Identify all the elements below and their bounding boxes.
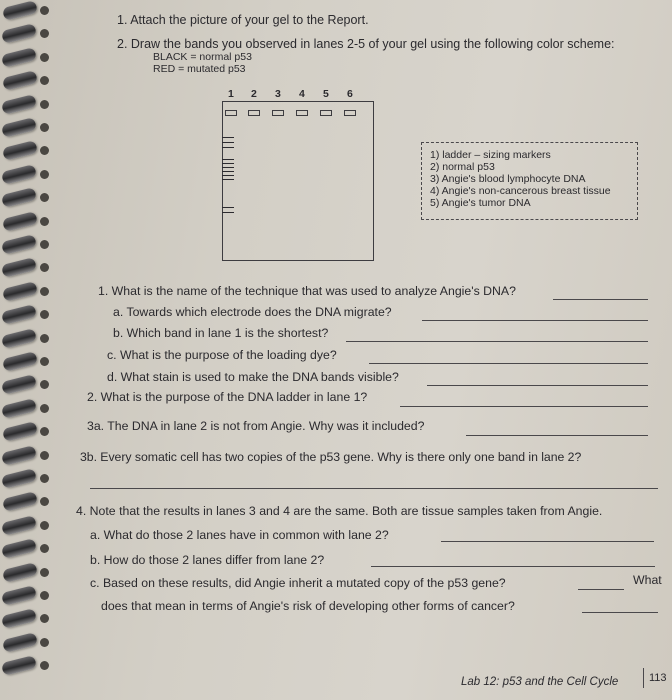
binding-hole — [40, 53, 49, 62]
ladder-band — [222, 163, 234, 164]
binding-hole — [40, 591, 49, 600]
question-1c: c. What is the purpose of the loading dye? — [107, 348, 337, 362]
question-4c-what: What — [633, 573, 662, 587]
answer-line-1b[interactable] — [346, 341, 648, 342]
binding-hole — [40, 451, 49, 460]
ladder-band — [222, 179, 234, 180]
gel-well-2 — [248, 110, 260, 116]
binding-hole — [40, 544, 49, 553]
question-1a: a. Towards which electrode does the DNA migrate? — [113, 305, 392, 319]
spiral-ring — [1, 515, 37, 536]
footer-divider — [643, 668, 644, 688]
answer-line-4c[interactable] — [578, 589, 624, 590]
spiral-ring — [1, 608, 37, 629]
lane-number-5: 5 — [323, 88, 329, 100]
lane-number-6: 6 — [347, 88, 353, 100]
spiral-ring — [1, 468, 37, 489]
answer-line-3a[interactable] — [466, 435, 648, 436]
ladder-band — [222, 159, 234, 160]
instruction-1: 1. Attach the picture of your gel to the Report. — [117, 13, 369, 27]
ladder-band — [222, 167, 234, 168]
question-1d: d. What stain is used to make the DNA bands visible? — [107, 370, 399, 384]
binding-hole — [40, 6, 49, 15]
gel-well-4 — [296, 110, 308, 116]
spiral-ring — [1, 655, 37, 676]
spiral-ring — [1, 117, 37, 138]
binding-hole — [40, 404, 49, 413]
ladder-band — [222, 147, 234, 148]
binding-hole — [40, 661, 49, 670]
lane-number-1: 1 — [228, 88, 234, 100]
ladder-band — [222, 142, 234, 143]
ladder-band — [222, 171, 234, 172]
binding-hole — [40, 568, 49, 577]
spiral-ring — [1, 257, 37, 278]
question-1: 1. What is the name of the technique that was used to analyze Angie's DNA? — [98, 284, 516, 298]
spiral-ring — [2, 421, 38, 442]
spiral-ring — [1, 23, 37, 44]
answer-line-3b[interactable] — [90, 488, 658, 489]
question-4b: b. How do those 2 lanes differ from lane 2? — [90, 553, 325, 567]
binding-hole — [40, 193, 49, 202]
gel-well-3 — [272, 110, 284, 116]
binding-hole — [40, 614, 49, 623]
answer-line-1d[interactable] — [427, 385, 648, 386]
question-4a: a. What do those 2 lanes have in common with lane 2? — [90, 528, 389, 542]
binding-hole — [40, 217, 49, 226]
spiral-ring — [1, 398, 37, 419]
ladder-band — [222, 175, 234, 176]
ladder-band — [222, 207, 234, 208]
legend-item: 5) Angie's tumor DNA — [430, 197, 531, 209]
binding-hole — [40, 287, 49, 296]
question-1b: b. Which band in lane 1 is the shortest? — [113, 326, 329, 340]
gel-outline — [222, 101, 374, 261]
gel-well-1 — [225, 110, 237, 116]
instruction-2: 2. Draw the bands you observed in lanes 2-5 of your gel using the following color scheme: — [117, 37, 615, 51]
spiral-ring — [2, 562, 38, 583]
spiral-ring — [2, 351, 38, 372]
answer-line-1a[interactable] — [422, 320, 648, 321]
binding-hole — [40, 497, 49, 506]
spiral-ring — [1, 94, 37, 115]
spiral-ring — [1, 304, 37, 325]
spiral-ring — [1, 234, 37, 255]
binding-hole — [40, 146, 49, 155]
lane-number-4: 4 — [299, 88, 305, 100]
ladder-band — [222, 137, 234, 138]
lane-legend — [421, 142, 638, 220]
lane-number-2: 2 — [251, 88, 257, 100]
answer-line-4a[interactable] — [441, 541, 654, 542]
binding-hole — [40, 29, 49, 38]
question-3a: 3a. The DNA in lane 2 is not from Angie. Why was it included? — [87, 419, 425, 433]
binding-hole — [40, 100, 49, 109]
spiral-ring — [1, 374, 37, 395]
question-3b: 3b. Every somatic cell has two copies of the p53 gene. Why is there only one band in lane 2? — [80, 450, 582, 464]
spiral-ring — [1, 47, 37, 68]
gel-well-5 — [320, 110, 332, 116]
legend-item: 1) ladder – sizing markers — [430, 149, 551, 161]
spiral-ring — [1, 538, 37, 559]
spiral-ring — [2, 211, 38, 232]
binding-hole — [40, 123, 49, 132]
legend-item: 4) Angie's non-cancerous breast tissue — [430, 185, 611, 197]
binding-hole — [40, 357, 49, 366]
legend-item: 3) Angie's blood lymphocyte DNA — [430, 173, 586, 185]
color-black-note: BLACK = normal p53 — [153, 51, 252, 63]
question-4c: c. Based on these results, did Angie inherit a mutated copy of the p53 gene? — [90, 576, 506, 590]
answer-line-4b[interactable] — [371, 566, 655, 567]
binding-hole — [40, 474, 49, 483]
spiral-ring — [2, 140, 38, 161]
binding-hole — [40, 310, 49, 319]
binding-hole — [40, 76, 49, 85]
binding-hole — [40, 170, 49, 179]
binding-hole — [40, 638, 49, 647]
spiral-ring — [1, 445, 37, 466]
answer-line-1[interactable] — [553, 299, 648, 300]
spiral-ring — [2, 281, 38, 302]
binding-hole — [40, 521, 49, 530]
lane-number-3: 3 — [275, 88, 281, 100]
spiral-ring — [2, 70, 38, 91]
spiral-ring — [2, 0, 38, 21]
answer-line-2[interactable] — [400, 406, 648, 407]
spiral-ring — [1, 585, 37, 606]
binding-hole — [40, 334, 49, 343]
question-4: 4. Note that the results in lanes 3 and 4 are the same. Both are tissue samples taken from Angie. — [76, 504, 603, 518]
spiral-ring — [1, 187, 37, 208]
question-2: 2. What is the purpose of the DNA ladder in lane 1? — [87, 390, 368, 404]
binding-hole — [40, 427, 49, 436]
page-number: 113 — [649, 672, 667, 684]
answer-line-4c-continued[interactable] — [582, 612, 658, 613]
binding-hole — [40, 380, 49, 389]
footer-lab-title: Lab 12: p53 and the Cell Cycle — [461, 676, 619, 688]
answer-line-1c[interactable] — [369, 363, 648, 364]
legend-item: 2) normal p53 — [430, 161, 495, 173]
color-red-note: RED = mutated p53 — [153, 63, 246, 75]
spiral-ring — [2, 491, 38, 512]
binding-hole — [40, 240, 49, 249]
gel-well-6 — [344, 110, 356, 116]
spiral-ring — [2, 632, 38, 653]
question-4c-continued: does that mean in terms of Angie's risk of developing other forms of cancer? — [101, 599, 515, 613]
spiral-ring — [1, 328, 37, 349]
ladder-band — [222, 212, 234, 213]
spiral-binding — [0, 0, 56, 700]
spiral-ring — [1, 164, 37, 185]
binding-hole — [40, 263, 49, 272]
